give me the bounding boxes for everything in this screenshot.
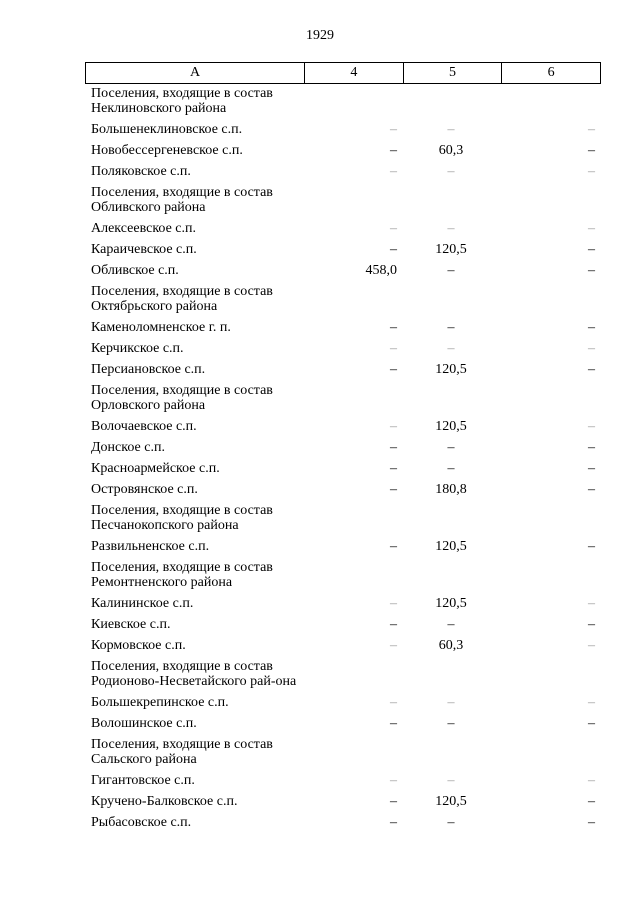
table-row (85, 419, 601, 440)
value-col-4: – (390, 695, 397, 710)
table-row (85, 440, 601, 461)
settlement-name: Гигантовское с.п. (91, 773, 195, 788)
value-col-6: – (588, 794, 595, 809)
value-col-4: – (390, 638, 397, 653)
settlement-name: Караичевское с.п. (91, 242, 197, 257)
value-col-4: – (390, 221, 397, 236)
settlement-name: Обливское с.п. (91, 263, 179, 278)
header-col-5: 5 (403, 63, 502, 84)
group-heading: Поселения, входящие в состав Родионово-Несветайского рай-она (91, 659, 297, 689)
value-col-5: – (447, 815, 455, 830)
group-heading-row (85, 383, 601, 419)
settlement-name: Кручено-Балковское с.п. (91, 794, 238, 809)
value-col-5: 60,3 (438, 143, 464, 158)
settlement-name: Киевское с.п. (91, 617, 171, 632)
value-col-4: – (390, 596, 397, 611)
group-heading-row (85, 737, 601, 773)
value-col-6: – (588, 440, 595, 455)
value-col-5: 120,5 (435, 596, 467, 611)
value-col-4: – (390, 539, 397, 554)
value-col-4: – (390, 794, 397, 809)
value-col-5: – (447, 341, 455, 356)
value-col-4: – (390, 341, 397, 356)
value-col-6: – (588, 362, 595, 377)
value-col-4: – (390, 461, 397, 476)
group-heading: Поселения, входящие в состав Сальского района (91, 737, 273, 767)
table-row (85, 638, 601, 659)
value-col-6: – (588, 320, 595, 335)
value-col-4: – (390, 419, 397, 434)
group-heading-row (85, 560, 601, 596)
table-row (85, 539, 601, 560)
table-row (85, 482, 601, 503)
group-heading-row (85, 659, 601, 695)
header-col-6: 6 (502, 63, 601, 84)
value-col-4: – (390, 362, 397, 377)
settlement-name: Калининское с.п. (91, 596, 194, 611)
value-col-5: – (447, 263, 455, 278)
value-col-4: – (390, 143, 397, 158)
group-heading: Поселения, входящие в состав Песчанокопского района (91, 503, 273, 533)
value-col-6: – (588, 773, 595, 788)
table-body (85, 86, 601, 836)
table-row (85, 164, 601, 185)
value-col-4: – (390, 815, 397, 830)
settlement-name: Большенеклиновское с.п. (91, 122, 243, 137)
value-col-5: – (447, 461, 455, 476)
value-col-5: – (447, 122, 455, 137)
table-row (85, 263, 601, 284)
value-col-5: – (447, 695, 455, 710)
value-col-6: – (588, 221, 595, 236)
value-col-4: – (390, 242, 397, 257)
settlement-name: Персиановское с.п. (91, 362, 206, 377)
table-row (85, 143, 601, 164)
value-col-4: 458,0 (365, 263, 397, 278)
group-heading-row (85, 503, 601, 539)
table-row (85, 221, 601, 242)
settlement-name: Новобессергеневское с.п. (91, 143, 243, 158)
group-heading: Поселения, входящие в состав Орловского района (91, 383, 273, 413)
value-col-5: – (447, 221, 455, 236)
value-col-6: – (588, 716, 595, 731)
table-row (85, 341, 601, 362)
table-row (85, 617, 601, 638)
value-col-5: 120,5 (435, 539, 467, 554)
value-col-6: – (588, 341, 595, 356)
table-row (85, 695, 601, 716)
value-col-6: – (588, 164, 595, 179)
table-row (85, 794, 601, 815)
value-col-4: – (390, 716, 397, 731)
value-col-4: – (390, 440, 397, 455)
settlement-name: Поляковское с.п. (91, 164, 191, 179)
group-heading-row (85, 284, 601, 320)
value-col-5: 120,5 (435, 794, 467, 809)
group-heading: Поселения, входящие в состав Ремонтненского района (91, 560, 273, 590)
table-row (85, 596, 601, 617)
page-number: 1929 (306, 28, 334, 43)
settlement-name: Рыбасовское с.п. (91, 815, 192, 830)
value-col-6: – (588, 143, 595, 158)
table-row (85, 320, 601, 341)
settlement-name: Донское с.п. (91, 440, 165, 455)
settlement-name: Керчикское с.п. (91, 341, 184, 356)
value-col-4: – (390, 617, 397, 632)
settlement-name: Островянское с.п. (91, 482, 198, 497)
group-heading-row (85, 185, 601, 221)
value-col-4: – (390, 164, 397, 179)
settlement-name: Красноармейское с.п. (91, 461, 220, 476)
group-heading: Поселения, входящие в состав Обливского района (91, 185, 273, 215)
header-col-a: А (86, 63, 305, 84)
settlement-name: Волочаевское с.п. (91, 419, 197, 434)
table-row (85, 815, 601, 836)
table-row (85, 362, 601, 383)
value-col-5: – (447, 320, 455, 335)
value-col-6: – (588, 242, 595, 257)
value-col-6: – (588, 122, 595, 137)
table-row (85, 773, 601, 794)
table-row (85, 461, 601, 482)
table-row (85, 122, 601, 143)
value-col-6: – (588, 695, 595, 710)
group-heading: Поселения, входящие в состав Октябрьского района (91, 284, 273, 314)
value-col-6: – (588, 482, 595, 497)
group-heading-row (85, 86, 601, 122)
settlement-name: Волошинское с.п. (91, 716, 197, 731)
value-col-5: 60,3 (438, 638, 464, 653)
value-col-6: – (588, 638, 595, 653)
value-col-5: 120,5 (435, 419, 467, 434)
value-col-5: – (447, 773, 455, 788)
settlement-name: Алексеевское с.п. (91, 221, 196, 236)
value-col-6: – (588, 815, 595, 830)
value-col-5: – (447, 440, 455, 455)
value-col-6: – (588, 461, 595, 476)
settlement-name: Большекрепинское с.п. (91, 695, 229, 710)
value-col-6: – (588, 263, 595, 278)
table-header (85, 62, 601, 84)
value-col-5: 120,5 (435, 362, 467, 377)
header-col-4: 4 (305, 63, 404, 84)
table-row (85, 716, 601, 737)
value-col-6: – (588, 617, 595, 632)
value-col-4: – (390, 320, 397, 335)
group-heading: Поселения, входящие в состав Неклиновского района (91, 86, 273, 116)
value-col-5: – (447, 617, 455, 632)
value-col-5: – (447, 164, 455, 179)
settlement-name: Каменоломненское г. п. (91, 320, 231, 335)
value-col-6: – (588, 539, 595, 554)
value-col-5: 120,5 (435, 242, 467, 257)
settlement-name: Кормовское с.п. (91, 638, 186, 653)
value-col-4: – (390, 122, 397, 137)
value-col-4: – (390, 773, 397, 788)
value-col-6: – (588, 419, 595, 434)
table-row (85, 242, 601, 263)
value-col-5: – (447, 716, 455, 731)
settlement-name: Развильненское с.п. (91, 539, 210, 554)
value-col-5: 180,8 (435, 482, 467, 497)
value-col-6: – (588, 596, 595, 611)
value-col-4: – (390, 482, 397, 497)
